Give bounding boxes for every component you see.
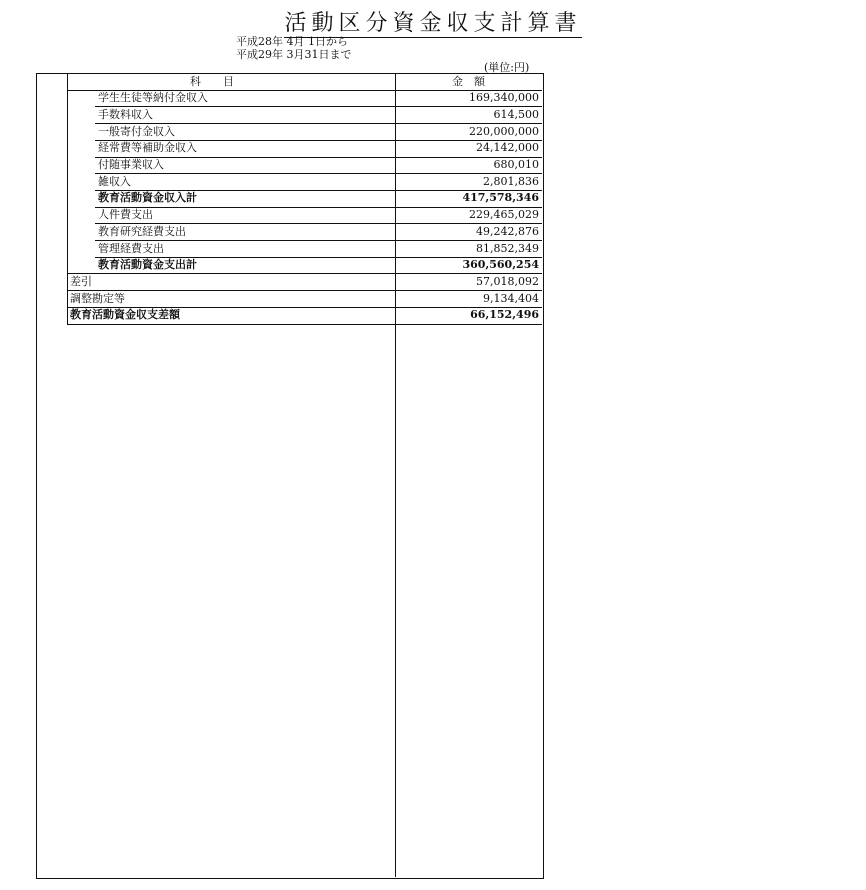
row-label: 教育研究経費支出 (98, 224, 186, 238)
row-divider (67, 324, 542, 325)
row-amount: 2,801,836 (483, 174, 539, 188)
row-amount: 417,578,346 (462, 191, 539, 205)
column-divider (67, 73, 68, 324)
row-amount: 360,560,254 (462, 258, 539, 272)
row-amount: 680,010 (493, 158, 539, 171)
row-amount: 81,852,349 (476, 241, 539, 255)
row-amount: 66,152,496 (470, 308, 539, 322)
period-to: 平成29年 3月31日まで (236, 48, 352, 61)
row-amount: 220,000,000 (469, 124, 539, 138)
row-label: 手数料収入 (98, 107, 153, 121)
row-label: 学生生徒等納付金収入 (98, 91, 208, 105)
row-label: 調整勘定等 (70, 291, 125, 305)
row-amount: 169,340,000 (469, 91, 539, 105)
row-amount: 9,134,404 (483, 291, 539, 305)
row-label: 差引 (70, 274, 92, 288)
row-label: 教育活動資金支出計 (98, 258, 197, 272)
row-label: 人件費支出 (98, 208, 153, 222)
row-label: 管理経費支出 (98, 241, 164, 255)
row-amount: 24,142,000 (476, 141, 539, 155)
row-label: 教育活動資金収入計 (98, 191, 197, 205)
row-amount: 614,500 (493, 107, 539, 121)
column-header-amount: 金 額 (452, 74, 485, 88)
row-amount: 49,242,876 (476, 224, 539, 238)
row-label: 経常費等補助金収入 (98, 141, 197, 155)
row-amount: 57,018,092 (476, 274, 539, 288)
row-label: 教育活動資金収支差額 (70, 308, 180, 322)
row-label: 雑収入 (98, 174, 131, 188)
row-amount: 229,465,029 (469, 208, 539, 222)
document-title: 活動区分資金収支計算書 (284, 11, 582, 36)
period-from: 平成28年 4月 1日から (236, 35, 348, 48)
column-header-subject: 科 目 (190, 74, 234, 88)
row-label: 一般寄付金収入 (98, 124, 175, 138)
unit-label: (単位:円) (484, 61, 530, 74)
row-label: 付随事業収入 (98, 158, 164, 171)
column-divider (395, 73, 396, 877)
